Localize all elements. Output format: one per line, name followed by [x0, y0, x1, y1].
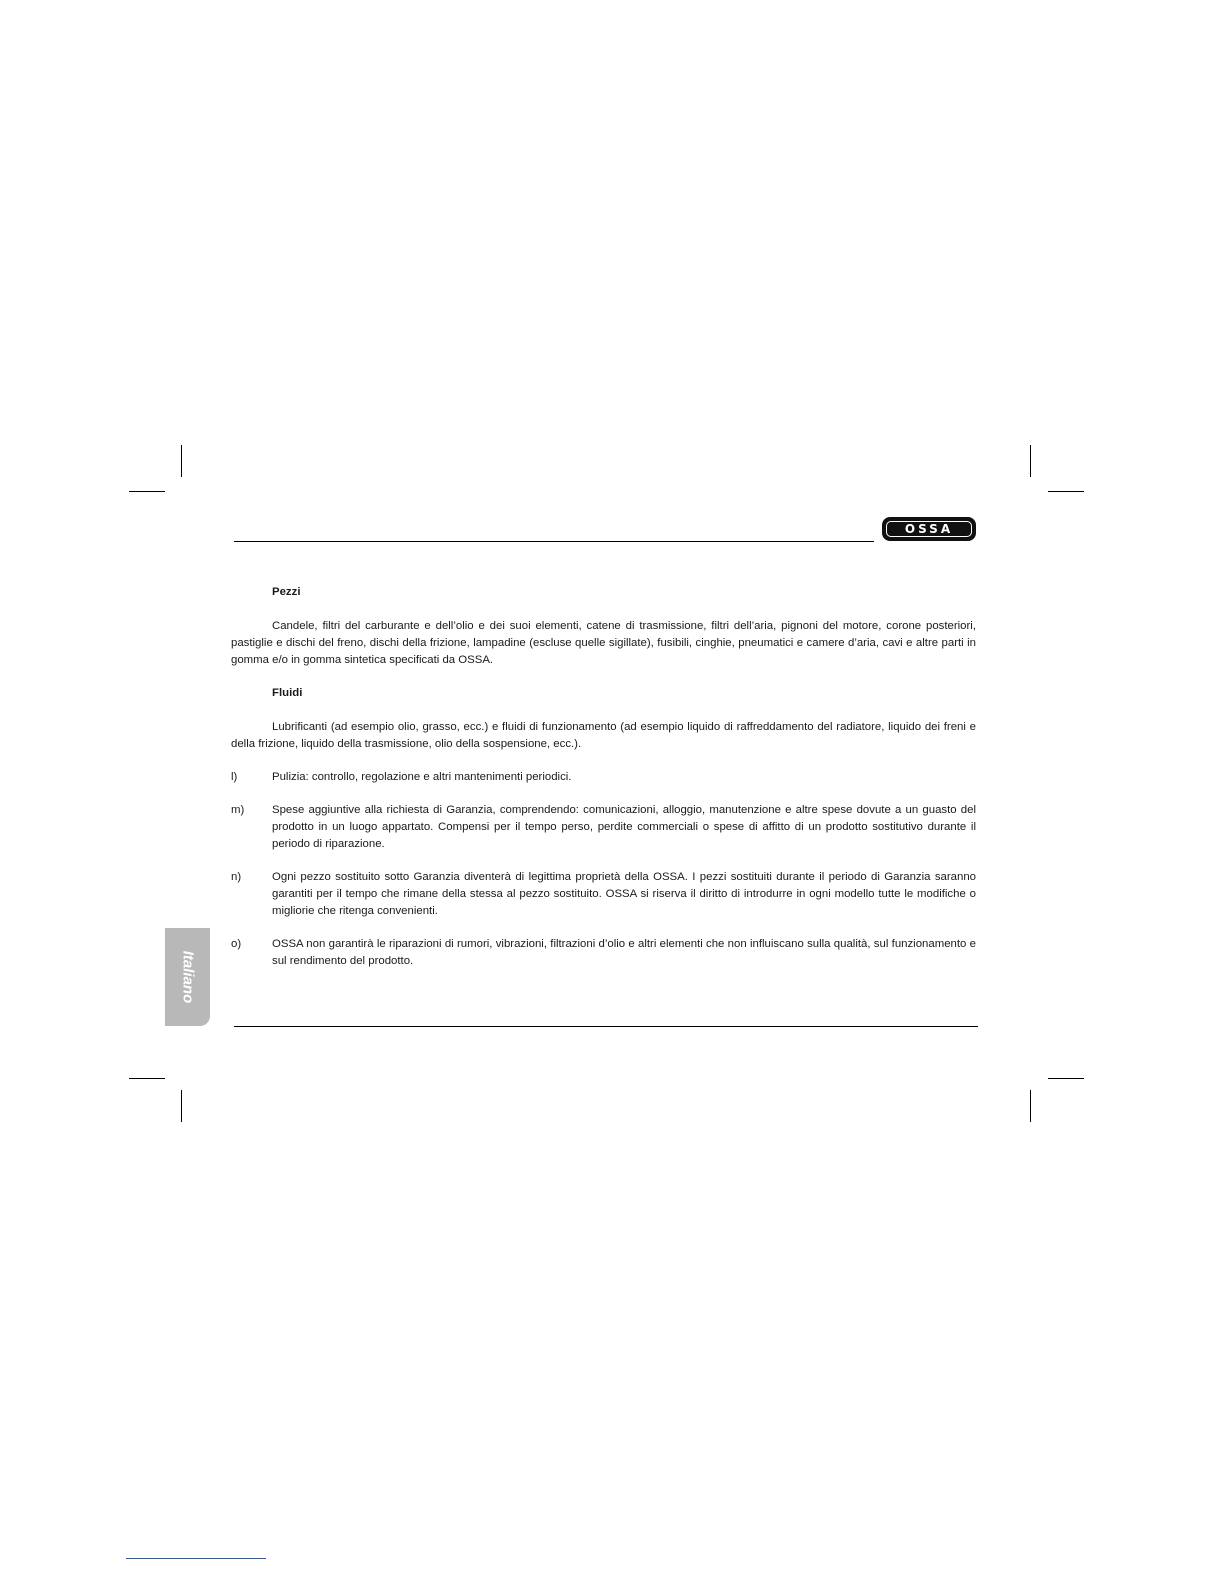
section-heading-fluidi: Fluidi	[272, 687, 303, 699]
language-tab-label: Italiano	[179, 950, 196, 1004]
list-item-l	[231, 769, 976, 786]
list-item-text: OSSA non garantirà le riparazioni di rumori, vibrazioni, filtrazioni d’olio e altri elementi che non influiscano sulla qualità, sul funzionamento e sul rendimento del prodotto.	[272, 938, 976, 967]
logo-text: OSSA	[904, 522, 954, 536]
page-content	[231, 584, 976, 970]
section-paragraph-fluidi: Lubrificanti (ad esempio olio, grasso, ecc.) e fluidi di funzionamento (ad esempio liquido di raffreddamento del radiatore, liquido dei freni e della frizione, liquido della trasmissione, olio della sospensione, ecc.).	[231, 721, 976, 750]
crop-mark-top-left-vertical	[181, 445, 182, 477]
crop-mark-bottom-right-vertical	[1030, 1090, 1031, 1122]
crop-mark-top-right-horizontal	[1048, 491, 1084, 492]
language-tab	[165, 928, 210, 1026]
list-item-letter: m)	[231, 804, 245, 816]
crop-mark-top-right-vertical	[1030, 445, 1031, 477]
list-item-text: Pulizia: controllo, regolazione e altri mantenimenti periodici.	[272, 771, 572, 783]
list-item-letter: o)	[231, 938, 242, 950]
list-item-text: Ogni pezzo sostituito sotto Garanzia diventerà di legittima proprietà della OSSA. I pezzi sostituiti durante il periodo di Garanzia saranno garantiti per il tempo che rimane della stessa al pezzo sostituito. OSSA si riserva il diritto di introdurre in ogni modello tutte le modifiche o migliorie che ritenga convenienti.	[272, 871, 976, 917]
list-item-text: Spese aggiuntive alla richiesta di Garanzia, comprendendo: comunicazioni, alloggio, manutenzione e altre spese dovute a un guasto del prodotto in un luogo appartato. Compensi per il tempo perso, perdite commerciali o spese di affitto di un prodotto sostitutivo durante il periodo di riparazione.	[272, 804, 976, 850]
section-heading-pezzi: Pezzi	[272, 586, 301, 598]
crop-mark-bottom-left-horizontal	[129, 1078, 165, 1079]
section-paragraph-pezzi: Candele, filtri del carburante e dell’olio e dei suoi elementi, catene di trasmissione, filtri dell’aria, pignoni del motore, corone posteriori, pastiglie e dischi del freno, dischi della frizione, lampadine (escluse quelle sigillate), fusibili, cinghie, pneumatici e camere d’aria, cavi e altre parti in gomma e/o in gomma sintetica specificati da OSSA.	[231, 620, 976, 666]
crop-mark-top-left-horizontal	[129, 491, 165, 492]
crop-mark-bottom-right-horizontal	[1048, 1078, 1084, 1079]
list-item-n	[231, 869, 976, 920]
ossa-logo	[882, 517, 976, 541]
header-rule	[234, 541, 874, 542]
crop-mark-bottom-left-vertical	[181, 1090, 182, 1122]
list-item-letter: l)	[231, 771, 238, 783]
footer-rule	[234, 1026, 978, 1027]
footnote-divider	[126, 1558, 266, 1559]
list-item-o	[231, 936, 976, 970]
list-item-letter: n)	[231, 871, 242, 883]
list-item-m	[231, 802, 976, 853]
